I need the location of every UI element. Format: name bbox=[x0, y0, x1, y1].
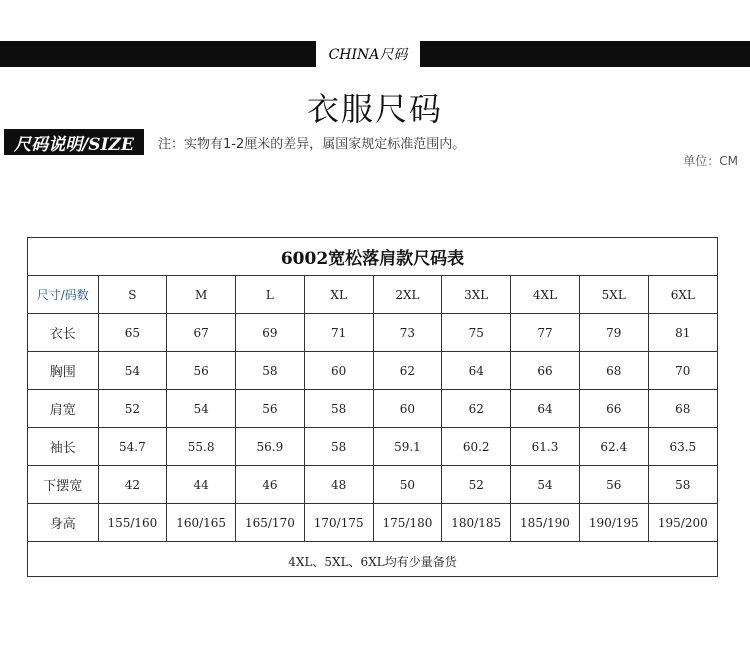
table-cell: 46 bbox=[236, 466, 305, 504]
size-table bbox=[28, 238, 717, 580]
row-label: 身高 bbox=[28, 504, 98, 542]
table-cell: 62 bbox=[373, 352, 442, 390]
table-cell: 180/185 bbox=[442, 504, 511, 542]
table-cell: 66 bbox=[511, 352, 580, 390]
table-row bbox=[28, 504, 717, 542]
table-cell: 62.4 bbox=[579, 428, 648, 466]
page-title: 衣服尺码 bbox=[306, 90, 443, 128]
table-cell: 54 bbox=[98, 352, 167, 390]
corner-label: 尺寸/码数 bbox=[28, 276, 98, 314]
table-cell: 62 bbox=[442, 390, 511, 428]
table-cell: 165/170 bbox=[236, 504, 305, 542]
table-cell: 71 bbox=[304, 314, 373, 352]
table-cell: 73 bbox=[373, 314, 442, 352]
table-cell: 52 bbox=[442, 466, 511, 504]
size-header-cell: 5XL bbox=[579, 276, 648, 314]
size-note: 注：实物有1-2厘米的差异，属国家规定标准范围内。 bbox=[158, 137, 466, 152]
table-cell: 81 bbox=[648, 314, 717, 352]
table-title-row bbox=[28, 238, 717, 276]
table-cell: 59.1 bbox=[373, 428, 442, 466]
table-row bbox=[28, 428, 717, 466]
table-cell: 61.3 bbox=[511, 428, 580, 466]
table-cell: 42 bbox=[98, 466, 167, 504]
table-cell: 58 bbox=[236, 352, 305, 390]
table-cell: 195/200 bbox=[648, 504, 717, 542]
top-banner bbox=[0, 41, 750, 67]
table-cell: 54.7 bbox=[98, 428, 167, 466]
size-chart bbox=[27, 237, 718, 577]
table-cell: 56 bbox=[579, 466, 648, 504]
size-header-cell: M bbox=[167, 276, 236, 314]
table-cell: 60 bbox=[304, 352, 373, 390]
table-cell: 67 bbox=[167, 314, 236, 352]
table-row bbox=[28, 390, 717, 428]
table-cell: 65 bbox=[98, 314, 167, 352]
size-header-cell: 3XL bbox=[442, 276, 511, 314]
table-cell: 52 bbox=[98, 390, 167, 428]
table-cell: 48 bbox=[304, 466, 373, 504]
table-cell: 56 bbox=[236, 390, 305, 428]
size-header-cell: 6XL bbox=[648, 276, 717, 314]
table-cell: 60 bbox=[373, 390, 442, 428]
row-label: 胸围 bbox=[28, 352, 98, 390]
table-cell: 44 bbox=[167, 466, 236, 504]
table-cell: 64 bbox=[442, 352, 511, 390]
table-cell: 56.9 bbox=[236, 428, 305, 466]
table-cell: 160/165 bbox=[167, 504, 236, 542]
size-header-cell: XL bbox=[304, 276, 373, 314]
table-row bbox=[28, 466, 717, 504]
table-cell: 69 bbox=[236, 314, 305, 352]
row-label: 袖长 bbox=[28, 428, 98, 466]
table-cell: 68 bbox=[579, 352, 648, 390]
table-cell: 77 bbox=[511, 314, 580, 352]
size-header-cell: S bbox=[98, 276, 167, 314]
table-title: 6002宽松落肩款尺码表 bbox=[28, 238, 717, 276]
table-cell: 55.8 bbox=[167, 428, 236, 466]
china-size-tag: CHINA尺码 bbox=[316, 41, 420, 67]
table-cell: 50 bbox=[373, 466, 442, 504]
table-cell: 64 bbox=[511, 390, 580, 428]
size-header-cell: L bbox=[236, 276, 305, 314]
size-header-row bbox=[28, 276, 717, 314]
table-cell: 60.2 bbox=[442, 428, 511, 466]
table-cell: 66 bbox=[579, 390, 648, 428]
table-cell: 68 bbox=[648, 390, 717, 428]
table-cell: 54 bbox=[511, 466, 580, 504]
size-badge: 尺码说明/SIZE bbox=[4, 129, 144, 155]
size-header-cell: 4XL bbox=[511, 276, 580, 314]
table-footer-row bbox=[28, 542, 717, 581]
table-cell: 75 bbox=[442, 314, 511, 352]
table-cell: 175/180 bbox=[373, 504, 442, 542]
table-cell: 56 bbox=[167, 352, 236, 390]
row-label: 肩宽 bbox=[28, 390, 98, 428]
row-label: 衣长 bbox=[28, 314, 98, 352]
table-cell: 54 bbox=[167, 390, 236, 428]
table-cell: 79 bbox=[579, 314, 648, 352]
table-cell: 58 bbox=[304, 428, 373, 466]
row-label: 下摆宽 bbox=[28, 466, 98, 504]
table-row bbox=[28, 314, 717, 352]
table-cell: 190/195 bbox=[579, 504, 648, 542]
table-cell: 58 bbox=[648, 466, 717, 504]
table-cell: 58 bbox=[304, 390, 373, 428]
table-cell: 170/175 bbox=[304, 504, 373, 542]
table-cell: 185/190 bbox=[511, 504, 580, 542]
table-cell: 63.5 bbox=[648, 428, 717, 466]
unit-label: 单位：CM bbox=[683, 154, 738, 168]
stock-note: 4XL、5XL、6XL均有少量备货 bbox=[28, 542, 717, 581]
table-row bbox=[28, 352, 717, 390]
table-cell: 155/160 bbox=[98, 504, 167, 542]
table-cell: 70 bbox=[648, 352, 717, 390]
size-header-cell: 2XL bbox=[373, 276, 442, 314]
